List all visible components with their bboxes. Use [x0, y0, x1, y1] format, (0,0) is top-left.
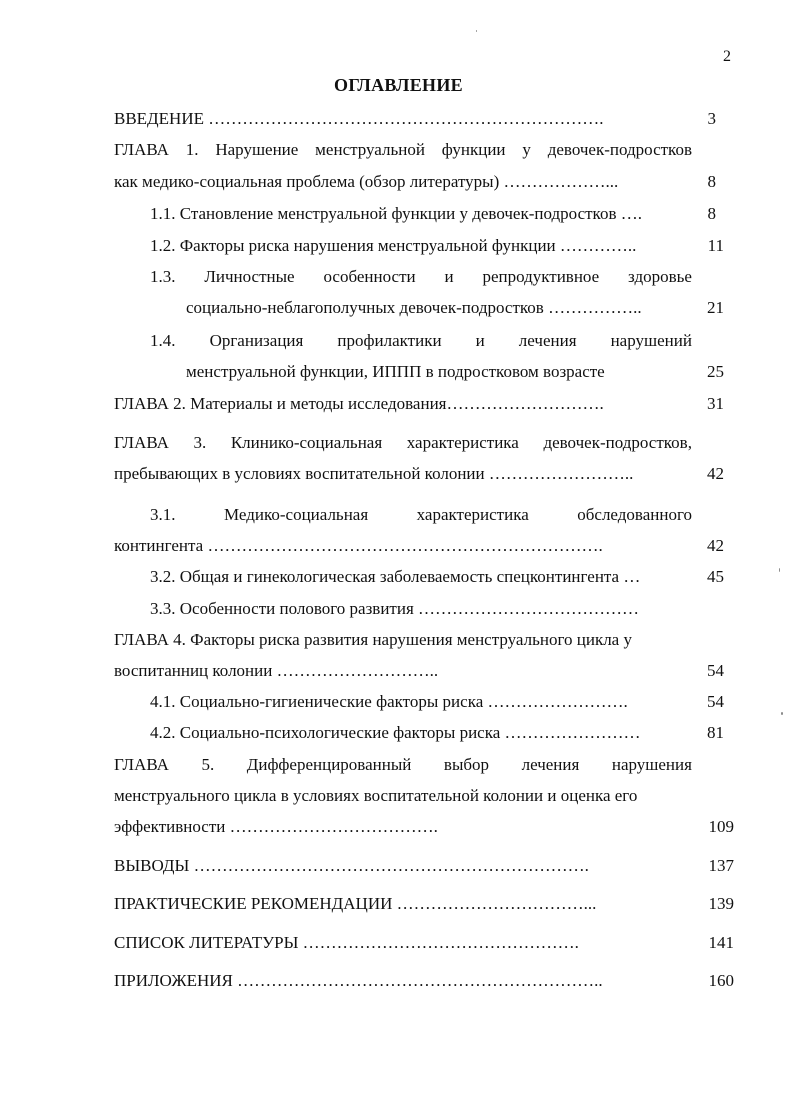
toc-entry-1-2: 1.2. Факторы риска нарушения менструальной функции ………….. [150, 236, 637, 255]
toc-page-3-1: 42 [707, 536, 724, 555]
toc-entry-4-2: 4.2. Социально-психологические факторы риска …………………… [150, 723, 641, 742]
toc-page-recommendations: 139 [708, 894, 734, 913]
toc-entry-3-2: 3.2. Общая и гинекологическая заболеваемость спецконтингента … [150, 567, 641, 586]
toc-entry-ch3-line1: ГЛАВА 3. Клинико-социальная характеристика девочек-подростков, [114, 433, 692, 452]
toc-page-ch2: 31 [707, 394, 724, 413]
toc-page-4-2: 81 [707, 723, 724, 742]
toc-entry-3-1-line2: контингента ……………………………………………………………. [114, 536, 603, 555]
toc-page-1-4: 25 [707, 362, 724, 381]
toc-entry-ch4-line1: ГЛАВА 4. Факторы риска развития нарушения менструального цикла у [114, 630, 632, 649]
toc-entry-ch5-line1: ГЛАВА 5. Дифференцированный выбор лечения нарушения [114, 755, 692, 774]
toc-entry-recommendations: ПРАКТИЧЕСКИЕ РЕКОМЕНДАЦИИ ……………………………... [114, 894, 597, 913]
toc-entry-ch4-line2: воспитанниц колонии ……………………….. [114, 661, 439, 680]
toc-entry-1-1: 1.1. Становление менструальной функции у девочек-подростков …. [150, 204, 642, 223]
toc-page-4-1: 54 [707, 692, 724, 711]
toc-page-conclusions: 137 [708, 856, 734, 875]
toc-entry-ch1-line1: ГЛАВА 1. Нарушение менструальной функции у девочек-подростков [114, 140, 692, 159]
toc-entry-ch5-line3: эффективности ………………………………. [114, 817, 438, 836]
toc-page-1-1: 8 [707, 204, 716, 223]
toc-entry-4-1: 4.1. Социально-гигиенические факторы риска ……………………. [150, 692, 628, 711]
toc-entry-ch1-line2: как медико-социальная проблема (обзор литературы) ………………... [114, 172, 619, 191]
toc-page-3-2: 45 [707, 567, 724, 586]
toc-entry-intro: ВВЕДЕНИЕ ……………………………………………………………. [114, 109, 604, 128]
toc-entry-1-3-line1: 1.3. Личностные особенности и репродуктивное здоровье [150, 267, 692, 286]
toc-page-1-3: 21 [707, 298, 724, 317]
toc-entry-ch5-line2: менструального цикла в условиях воспитательной колонии и оценка его [114, 786, 638, 805]
toc-page-references: 141 [708, 933, 734, 952]
toc-entry-appendices: ПРИЛОЖЕНИЯ ……………………………………………………….. [114, 971, 603, 990]
toc-entry-1-4-line1: 1.4. Организация профилактики и лечения нарушений [150, 331, 692, 350]
toc-entry-1-4-line2: менструальной функции, ИППП в подростковом возрасте [186, 362, 605, 381]
toc-page-ch5: 109 [708, 817, 734, 836]
toc-page-ch3: 42 [707, 464, 724, 483]
toc-entry-references: СПИСОК ЛИТЕРАТУРЫ …………………………………………. [114, 933, 579, 952]
toc-entry-ch3-line2: пребывающих в условиях воспитательной колонии …………………….. [114, 464, 634, 483]
toc-entry-ch2: ГЛАВА 2. Материалы и методы исследования………………………. [114, 394, 604, 413]
toc-entry-3-1-line1: 3.1. Медико-социальная характеристика обследованного [150, 505, 692, 524]
toc-page-ch4: 54 [707, 661, 724, 680]
scan-speck [781, 712, 783, 715]
toc-entry-conclusions: ВЫВОДЫ ……………………………………………………………. [114, 856, 589, 875]
toc-title: ОГЛАВЛЕНИЕ [334, 75, 463, 95]
toc-page-1-2: 11 [707, 236, 724, 255]
scan-speck [779, 568, 780, 572]
page-number: 2 [723, 48, 731, 65]
toc-page-appendices: 160 [708, 971, 734, 990]
toc-page-ch1: 8 [707, 172, 716, 191]
toc-entry-3-3: 3.3. Особенности полового развития ………………………………… [150, 599, 640, 618]
toc-page-intro: 3 [707, 109, 716, 128]
scan-speck [476, 30, 477, 32]
toc-entry-1-3-line2: социально-неблагополучных девочек-подростков …………….. [186, 298, 642, 317]
